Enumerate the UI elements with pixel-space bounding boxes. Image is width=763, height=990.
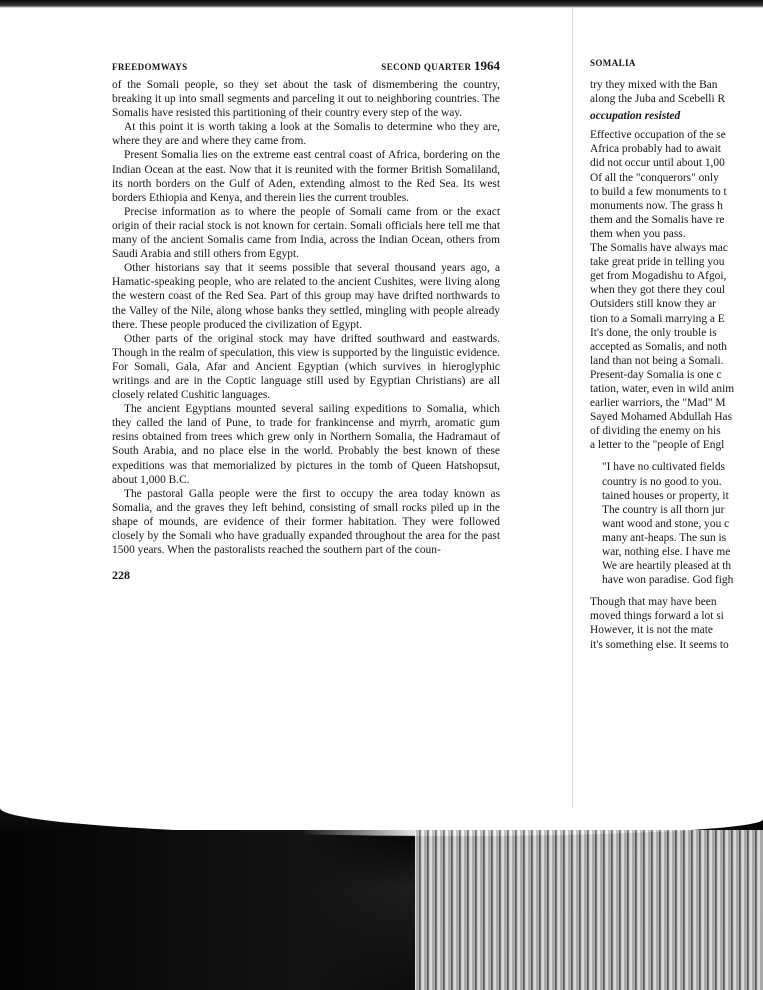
text-line: Of all the "conquerors" only <box>590 171 719 184</box>
quote-line: want wood and stone, you c <box>602 517 730 530</box>
text-line: Though that may have been <box>590 596 717 609</box>
paragraph: Precise information as to where the people of Somali came from or the exact origin of their racial stock is not known for certain. Somali officials here tell me that many of the ancient Somalis came from India, across the Indian Ocean, others from Saudi Arabia and still others from Egypt. <box>112 205 500 261</box>
text-line: However, it is not the mate <box>590 624 713 637</box>
text-line: them when you pass. <box>590 227 686 240</box>
paragraph: At this point it is worth taking a look at the Somalis to determine who they are, where they are and where they came from. <box>112 121 500 148</box>
text-line: try they mixed with the Ban <box>590 79 718 91</box>
text-line: Present-day Somalia is one c <box>590 368 722 381</box>
running-head <box>112 58 500 78</box>
text-line: earlier warriors, the "Mad" M <box>590 397 726 410</box>
book-gutter <box>572 8 573 808</box>
quote-line: many ant-heaps. The sun is <box>602 531 727 544</box>
text-line: monuments now. The grass h <box>590 199 723 212</box>
issue-quarter: SECOND QUARTER <box>381 62 472 72</box>
running-head-right: SOMALIA <box>590 58 636 68</box>
right-page <box>590 58 763 652</box>
text-line: land than not being a Somali. <box>590 354 724 367</box>
paragraph: Other parts of the original stock may have drifted southward and eastwards. Though in the realm of speculation, this view is supported by the linguistic evidence. For Somali, Gala, Afar and Ancient Egyptian (which survives in hieroglyphic writings and are in the Coptic language still used by Egyptian Christians) are all closely related Cushitic languages. <box>112 332 500 402</box>
quote-line: have won paradise. God figh <box>602 574 734 587</box>
issue-year: 1964 <box>474 58 500 73</box>
quote-line: war, nothing else. I have me <box>602 546 731 558</box>
text-line: Outsiders still know they ar <box>590 298 716 311</box>
quote-line: tained houses or property, it <box>602 489 729 502</box>
scan-streaks <box>415 830 763 990</box>
paragraph: Present Somalia lies on the extreme east central coast of Africa, bordering on the Indian Ocean at the east. Now that it is reunited with the former British Somaliland, its north borders on the Gulf of Aden, extending almost to the Red Sea. Its west borders Ethiopia and Kenya, and therein lies the current troubles. <box>112 149 500 204</box>
quote-line: country is no good to you. <box>602 475 722 488</box>
text-line: It's done, the only trouble is <box>590 326 717 339</box>
text-line: The Somalis have always mac <box>590 242 728 255</box>
text-line: along the Juba and Scebelli R <box>590 93 726 106</box>
text-line: when they got there they coul <box>590 284 726 297</box>
section-heading: occupation resisted <box>590 110 681 123</box>
text-line: to build a few monuments to t <box>590 185 727 198</box>
paragraph: The ancient Egyptians mounted several sailing expeditions to Somalia, which they called the land of Pune, to trade for frankincense and myrrh, aromatic gum resins obtained from trees which grew only in Northern Somalia, the Hadramaut of South Arabia, and no place else in the world. Probably the best known of these expeditions was that memorialized by pictures in the tomb of Queen Hatshopsut, about 1,000 B.C. <box>112 403 500 486</box>
text-line: tation, water, even in wild anim <box>590 382 735 395</box>
text-line: a letter to the "people of Engl <box>590 439 725 452</box>
scan-shadow-region <box>0 808 763 990</box>
article-body <box>112 78 500 557</box>
text-line: take great pride in telling you <box>590 256 725 269</box>
text-line: them and the Somalis have re <box>590 213 725 226</box>
text-line: of dividing the enemy on his <box>590 425 721 438</box>
spacer <box>590 587 763 595</box>
paragraph: of the Somali people, so they set about the task of dismembering the country, breaking it up into small segments and parceling it out to neighboring countries. The Somalis have resisted this partitioning of their country every step of the way. <box>112 79 500 120</box>
quote-line: "I have no cultivated fields <box>602 461 725 474</box>
text-line: Effective occupation of the se <box>590 129 726 142</box>
paragraph: The pastoral Galla people were the first to occupy the area today known as Somalia, and the graves they left behind, consisting of small rocks piled up in the shape of mounds, are evidence of their former habitation. They were followed closely by the Somali who have gradually expanded throughout the area for the past 1500 years. When the pastoralists reached the southern part of the coun- <box>112 487 500 557</box>
text-line: did not occur until about 1,00 <box>590 157 725 170</box>
issue-label <box>381 58 500 74</box>
left-page <box>112 58 500 583</box>
text-line: accepted as Somalis, and noth <box>590 340 727 353</box>
text-line: tion to a Somali marrying a E <box>590 312 725 325</box>
page-number: 228 <box>112 568 130 583</box>
quote-line: The country is all thorn jur <box>602 503 725 516</box>
quote-line: We are heartily pleased at th <box>602 560 732 573</box>
text-line: get from Mogadishu to Afgoi, <box>590 270 727 283</box>
right-page-text <box>590 78 763 652</box>
text-line: Sayed Mohamed Abdullah Has <box>590 411 733 424</box>
paragraph: Other historians say that it seems possible that several thousand years ago, a Hamatic-speaking people, who are related to the ancient Cushites, were living along the western coast of the Red Sea. Part of this group may have drifted northwards to the Valley of the Nile, along whose banks they settled, mingling with people already there. These people produced the civilization of Egypt. <box>112 262 500 331</box>
spacer <box>590 452 763 460</box>
text-line: moved things forward a lot si <box>590 610 724 623</box>
text-line: it's something else. It seems to <box>590 638 729 651</box>
text-line: Africa probably had to await <box>590 143 721 156</box>
scan-dark-area <box>0 830 430 990</box>
journal-title: FREEDOMWAYS <box>112 62 188 72</box>
scan-top-edge <box>0 0 763 8</box>
